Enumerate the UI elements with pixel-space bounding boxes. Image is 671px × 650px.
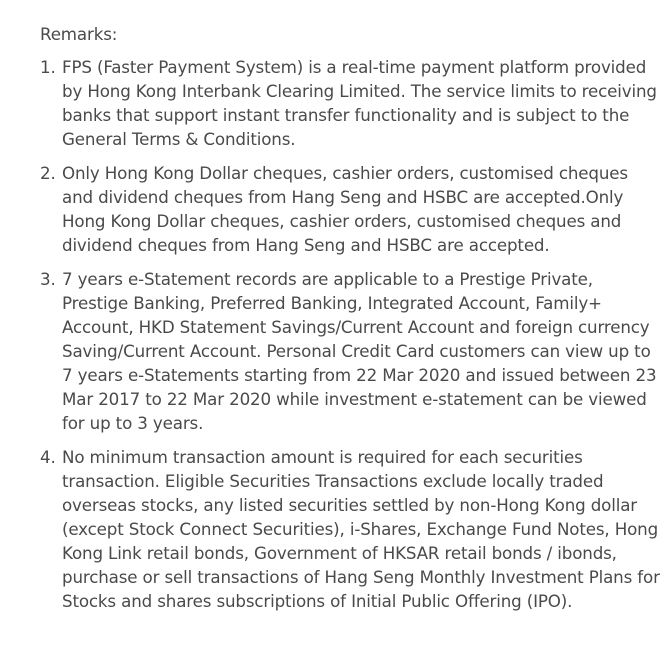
list-item (40, 445, 660, 613)
item-text: FPS (Faster Payment System) is a real-time payment platform provided by Hong Kong Interbank Clearing Limited. The service limits to receiving banks that support instant transfer functionality and is subject to the General Terms & Conditions. (62, 57, 657, 149)
list-item (40, 161, 660, 257)
item-text: 7 years e-Statement records are applicable to a Prestige Private, Prestige Banking, Preferred Banking, Integrated Account, Family+ Account, HKD Statement Savings/Current Account and foreign currency Saving/Current Account. Personal Credit Card customers can view up to 7 years e-Statements starting from 22 Mar 2020 and issued between 23 Mar 2017 to 22 Mar 2020 while investment e-statement can be viewed for up to 3 years. (62, 269, 657, 433)
remarks-title: Remarks: (40, 24, 118, 44)
item-number: 3. (40, 269, 56, 289)
item-number: 2. (40, 163, 56, 183)
remarks-list (40, 55, 660, 613)
item-text: No minimum transaction amount is required for each securities transaction. Eligible Securities Transactions exclude locally traded overseas stocks, any listed securities settled by non-Hong Kong dollar (except Stock Connect Securities), i-Shares, Exchange Fund Notes, Hong Kong Link retail bonds, Government of HKSAR retail bonds / ibonds, purchase or sell transactions of Hang Seng Monthly Investment Plans for Stocks and shares subscriptions of Initial Public Offering (IPO). (62, 447, 660, 611)
item-number: 1. (40, 57, 56, 77)
item-number: 4. (40, 447, 56, 467)
list-item (40, 267, 660, 435)
item-text: Only Hong Kong Dollar cheques, cashier orders, customised cheques and dividend cheques from Hang Seng and HSBC are accepted.Only Hong Kong Dollar cheques, cashier orders, customised cheques and dividend cheques from Hang Seng and HSBC are accepted. (62, 163, 628, 255)
list-item (40, 55, 660, 151)
remarks-section (40, 22, 660, 623)
